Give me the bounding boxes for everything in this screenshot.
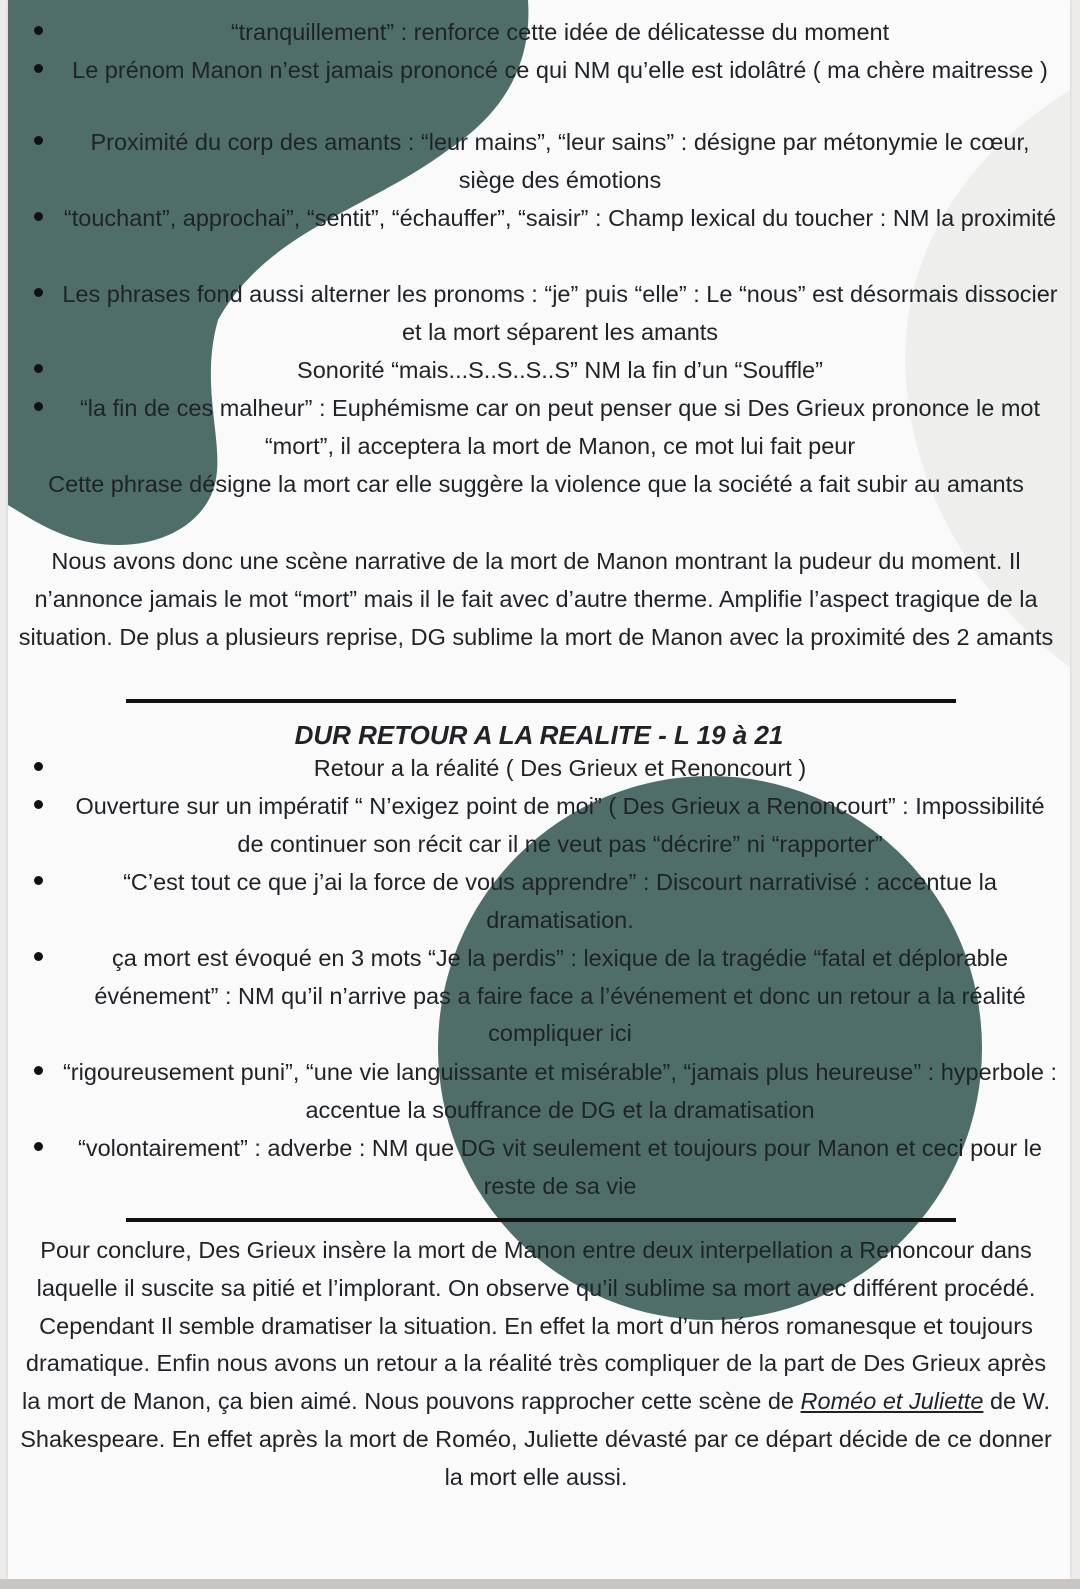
bullet-dot bbox=[34, 136, 43, 145]
page-content bbox=[8, 0, 1070, 1579]
bullet-dot bbox=[34, 26, 43, 35]
bullet-dot bbox=[34, 876, 43, 885]
bullet-item bbox=[8, 1054, 1070, 1129]
bullet-dot bbox=[34, 762, 43, 771]
section-heading: DUR RETOUR A LA REALITE - L 19 à 21 bbox=[294, 720, 784, 750]
divider-line bbox=[126, 699, 956, 703]
bullet-item bbox=[8, 200, 1070, 238]
bullet-text: “tranquillement” : renforce cette idée de délicatesse du moment bbox=[230, 19, 890, 45]
bullet-item bbox=[8, 940, 1070, 1053]
bullet-item bbox=[8, 14, 1070, 52]
bullet-dot bbox=[34, 288, 43, 297]
conclusion-paragraph bbox=[14, 1232, 1058, 1497]
bullet-text: “touchant”, approchai”, “sentit”, “échauffer”, “saisir” : Champ lexical du toucher : NM la proximité bbox=[63, 205, 1057, 231]
bullet-text: Le prénom Manon n’est jamais prononcé ce qui NM qu’elle est idolâtré ( ma chère maitresse ) bbox=[72, 57, 1048, 83]
bullet-text: Sonorité “mais...S..S..S..S” NM la fin d’un “Souffle” bbox=[297, 357, 823, 383]
bullet-text: ça mort est évoqué en 3 mots “Je la perdis” : lexique de la tragédie “fatal et déplorable événement” : NM qu’il n’arrive pas a faire face a l’événement et donc un retour a la réalité compliquer ici bbox=[94, 945, 1026, 1046]
bullet-text: “volontairement” : adverbe : NM que DG vit seulement et toujours pour Manon et ceci pour le reste de sa vie bbox=[78, 1135, 1042, 1199]
document-page bbox=[8, 0, 1070, 1579]
bullet-dot bbox=[34, 1066, 43, 1075]
bullet-text: “C’est tout ce que j’ai la force de vous apprendre” : Discourt narrativisé : accentue la dramatisation. bbox=[123, 869, 997, 933]
paper-bottom-edge bbox=[0, 1579, 1080, 1589]
bullet-item bbox=[8, 1130, 1070, 1205]
work-title: Roméo et Juliette bbox=[800, 1388, 984, 1415]
summary-paragraph: Nous avons donc une scène narrative de la mort de Manon montrant la pudeur du moment. Il n’annonce jamais le mot “mort” mais il le fait avec d’autre therme. Amplifie l’aspect tragique de la situation. De plus a plusieurs reprise, DG sublime la mort de Manon avec la proximité des 2 amants bbox=[18, 548, 1054, 650]
bullet-text: “la fin de ces malheur” : Euphémisme car on peut penser que si Des Grieux prononce le mot “mort”, il acceptera la mort de Manon, ce mot lui fait peur bbox=[79, 395, 1041, 459]
bullet-item bbox=[8, 750, 1070, 788]
bullet-item bbox=[8, 52, 1070, 90]
bullet-item bbox=[8, 124, 1070, 199]
bullet-item bbox=[8, 788, 1070, 863]
conclusion-text-end: de W. Shakespeare. En effet après la mort de Roméo, Juliette dévasté par ce départ décide de ce donner la mort elle aussi. bbox=[20, 1388, 1052, 1490]
bullet-text: Les phrases fond aussi alterner les pronoms : “je” puis “elle” : Le “nous” est désormais dissocier et la mort séparent les amants bbox=[62, 281, 1058, 345]
conclusion-text: Pour conclure, Des Grieux insère la mort de Manon entre deux interpellation a Renoncour dans laquelle il suscite sa pitié et l’implorant. On observe qu’il sublime sa mort avec différent procédé. Cependant Il semble dramatiser la situation. En effet la mort d’un héros romanesque et toujours dramatique. Enfin nous avons un retour a la réalité très compliquer de la part de Des Grieux après la mort de Manon, ça bien aimé. Nous pouvons rapprocher cette scène de bbox=[21, 1237, 1047, 1415]
bullet-text: “rigoureusement puni”, “une vie languissante et misérable”, “jamais plus heureuse” : hyperbole : accentue la souffrance de DG et la dramatisation bbox=[62, 1059, 1058, 1123]
bullet-dot bbox=[34, 64, 43, 73]
bullet-text: Proximité du corp des amants : “leur mains”, “leur sains” : désigne par métonymie le cœur, siège des émotions bbox=[90, 129, 1030, 193]
bullet-dot bbox=[34, 402, 43, 411]
bullet-dot bbox=[34, 364, 43, 373]
bullet-dot bbox=[34, 1142, 43, 1151]
bullet-item bbox=[8, 276, 1070, 351]
bullet-dot bbox=[34, 212, 43, 221]
bullet-text: Ouverture sur un impératif “ N’exigez point de moi” ( Des Grieux a Renoncourt” : Impossibilité de continuer son récit car il ne veut pas “décrire” ni “rapporter” bbox=[75, 793, 1045, 857]
bullet-text: Retour a la réalité ( Des Grieux et Renoncourt ) bbox=[313, 755, 807, 781]
continuation-paragraph: Cette phrase désigne la mort car elle suggère la violence que la société a fait subir au amants bbox=[48, 471, 1024, 497]
divider-line bbox=[126, 1218, 956, 1222]
bullet-dot bbox=[34, 952, 43, 961]
bullet-item bbox=[8, 352, 1070, 390]
bullet-item bbox=[8, 390, 1070, 465]
bullet-dot bbox=[34, 800, 43, 809]
bullet-item bbox=[8, 864, 1070, 939]
